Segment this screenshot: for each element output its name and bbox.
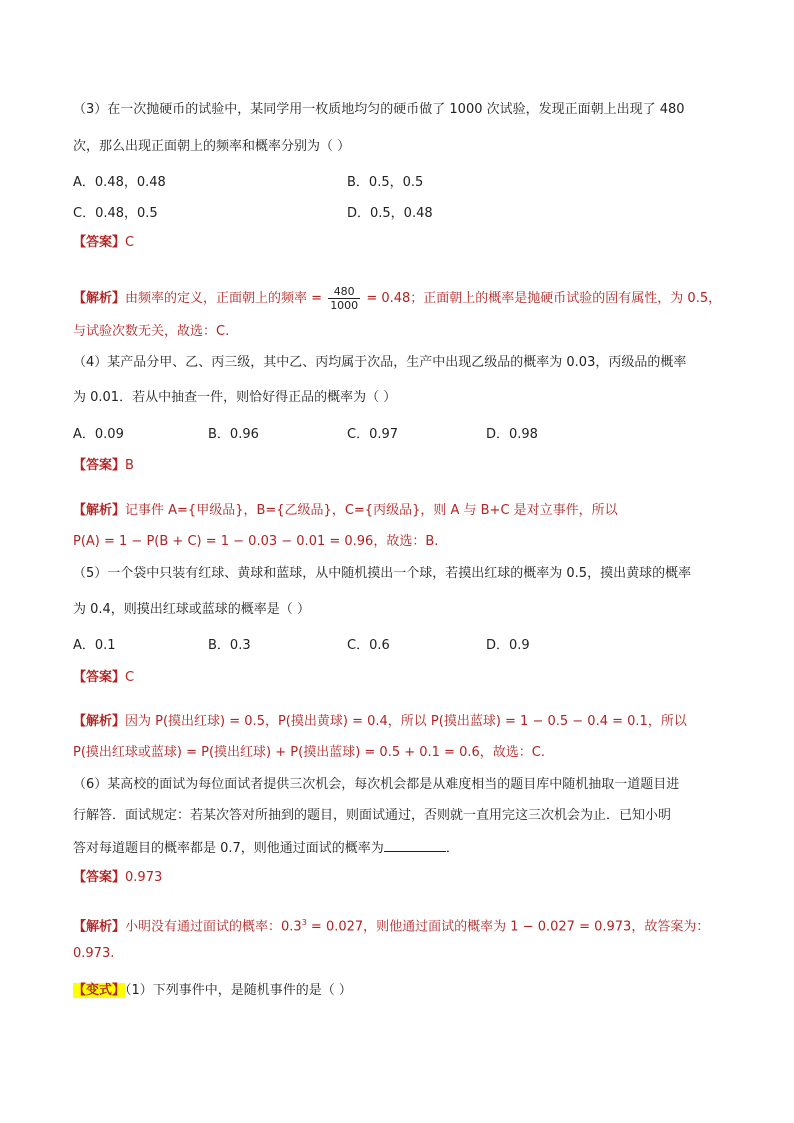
q4-option-a: A．0.09	[73, 427, 124, 442]
analysis-tag: 【解析】	[73, 291, 126, 306]
q5-option-c: C．0.6	[347, 638, 390, 653]
q5-option-a: A．0.1	[73, 638, 116, 653]
analysis-tag: 【解析】	[73, 919, 126, 935]
q3-option-b: B．0.5，0.5	[347, 175, 424, 190]
analysis-text: P(摸出红球或蓝球) = P(摸出红球) + P(摸出蓝球) = 0.5 + 0.1 = 0.6，故选：C.	[73, 745, 545, 760]
analysis-text: 小明没有通过面试的概率：0.3	[125, 919, 302, 935]
variant-stem: （1）下列事件中，是随机事件的是（ ）	[125, 983, 352, 998]
q6-answer	[73, 868, 162, 888]
analysis-text: 因为 P(摸出红球) = 0.5，P(摸出黄球) = 0.4，所以 P(摸出蓝球) = 1 − 0.5 − 0.4 = 0.1，所以	[125, 714, 687, 729]
q4-analysis-line2	[73, 532, 438, 552]
q6-stem-line2: 行解答．面试规定：若某次答对所抽到的题目，则面试通过，否则就一直用完这三次机会为止．已知小明	[73, 808, 672, 823]
fraction-denominator: 1000	[330, 299, 359, 312]
q3-analysis-line2: 与试验次数无关，故选：C.	[73, 324, 230, 339]
q6-analysis-line2: 0.973.	[73, 946, 115, 961]
analysis-text: P(A) = 1 − P(B + C) = 1 − 0.03 − 0.01 = 0.96，故选：B.	[73, 534, 439, 549]
analysis-tag: 【解析】	[73, 503, 126, 518]
q6-stem-line1: （6）某高校的面试为每位面试者提供三次机会，每次机会都是从难度相当的题目库中随机抽取一道题目进	[73, 777, 680, 792]
analysis-text: = 0.027，则他通过面试的概率为 1 − 0.027 = 0.973，故答案为：	[306, 919, 710, 935]
exponent: 3	[301, 918, 307, 927]
q5-answer	[73, 668, 134, 688]
q6-analysis-line1	[73, 913, 709, 937]
fraction-numerator: 480	[328, 285, 360, 299]
q5-stem-line2: 为 0.4，则摸出红球或蓝球的概率是（ ）	[73, 602, 310, 617]
analysis-tag: 【解析】	[73, 714, 126, 729]
q5-option-d: D．0.9	[486, 638, 530, 653]
q4-analysis-line1	[73, 501, 618, 521]
stem-end: ．	[445, 841, 459, 856]
analysis-text: = 0.48；正面朝上的概率是抛硬币试验的固有属性，为 0.5，	[362, 291, 722, 306]
q3-option-c: C．0.48，0.5	[73, 206, 158, 221]
q4-option-d: D．0.98	[486, 427, 538, 442]
q4-stem-line2: 为 0.01．若从中抽查一件，则恰好得正品的概率为（ ）	[73, 390, 397, 405]
q6-stem-line3	[73, 837, 459, 859]
q4-option-c: C．0.97	[347, 427, 399, 442]
answer-value: B	[125, 458, 134, 473]
answer-tag: 【答案】	[73, 670, 126, 685]
answer-value: 0.973	[125, 870, 163, 885]
variant-question	[73, 981, 352, 1001]
q5-analysis-line2	[73, 743, 545, 763]
fraction	[328, 285, 360, 312]
analysis-text: 由频率的定义，正面朝上的频率 =	[125, 291, 327, 306]
analysis-text: 记事件 A={甲级品}，B={乙级品}，C={丙级品}，则 A 与 B+C 是对立事件，所以	[125, 503, 618, 518]
answer-tag: 【答案】	[73, 870, 126, 885]
answer-tag: 【答案】	[73, 458, 126, 473]
answer-blank	[384, 837, 446, 852]
q3-stem-line2: 次，那么出现正面朝上的频率和概率分别为（ ）	[73, 139, 351, 154]
answer-tag: 【答案】	[73, 235, 126, 250]
q3-stem-line1: （3）在一次抛硬币的试验中，某同学用一枚质地均匀的硬币做了 1000 次试验，发现正面朝上出现了 480	[73, 102, 685, 117]
q5-analysis-line1	[73, 712, 687, 732]
stem-text: 答对每道题目的概率都是 0.7，则他通过面试的概率为	[73, 841, 384, 856]
q3-analysis-line1	[73, 285, 721, 312]
answer-value: C	[125, 235, 135, 250]
q4-stem-line1: （4）某产品分甲、乙、丙三级，其中乙、丙均属于次品，生产中出现乙级品的概率为 0.03，丙级品的概率	[73, 355, 687, 370]
q3-answer	[73, 233, 134, 253]
variant-tag: 【变式】	[73, 983, 126, 998]
q4-option-b: B．0.96	[208, 427, 259, 442]
q3-option-d: D．0.5，0.48	[347, 206, 433, 221]
q4-answer	[73, 456, 134, 476]
q3-option-a: A．0.48，0.48	[73, 175, 166, 190]
q5-option-b: B．0.3	[208, 638, 251, 653]
q5-stem-line1: （5）一个袋中只装有红球、黄球和蓝球，从中随机摸出一个球，若摸出红球的概率为 0.5，摸出黄球的概率	[73, 566, 692, 581]
answer-value: C	[125, 670, 135, 685]
